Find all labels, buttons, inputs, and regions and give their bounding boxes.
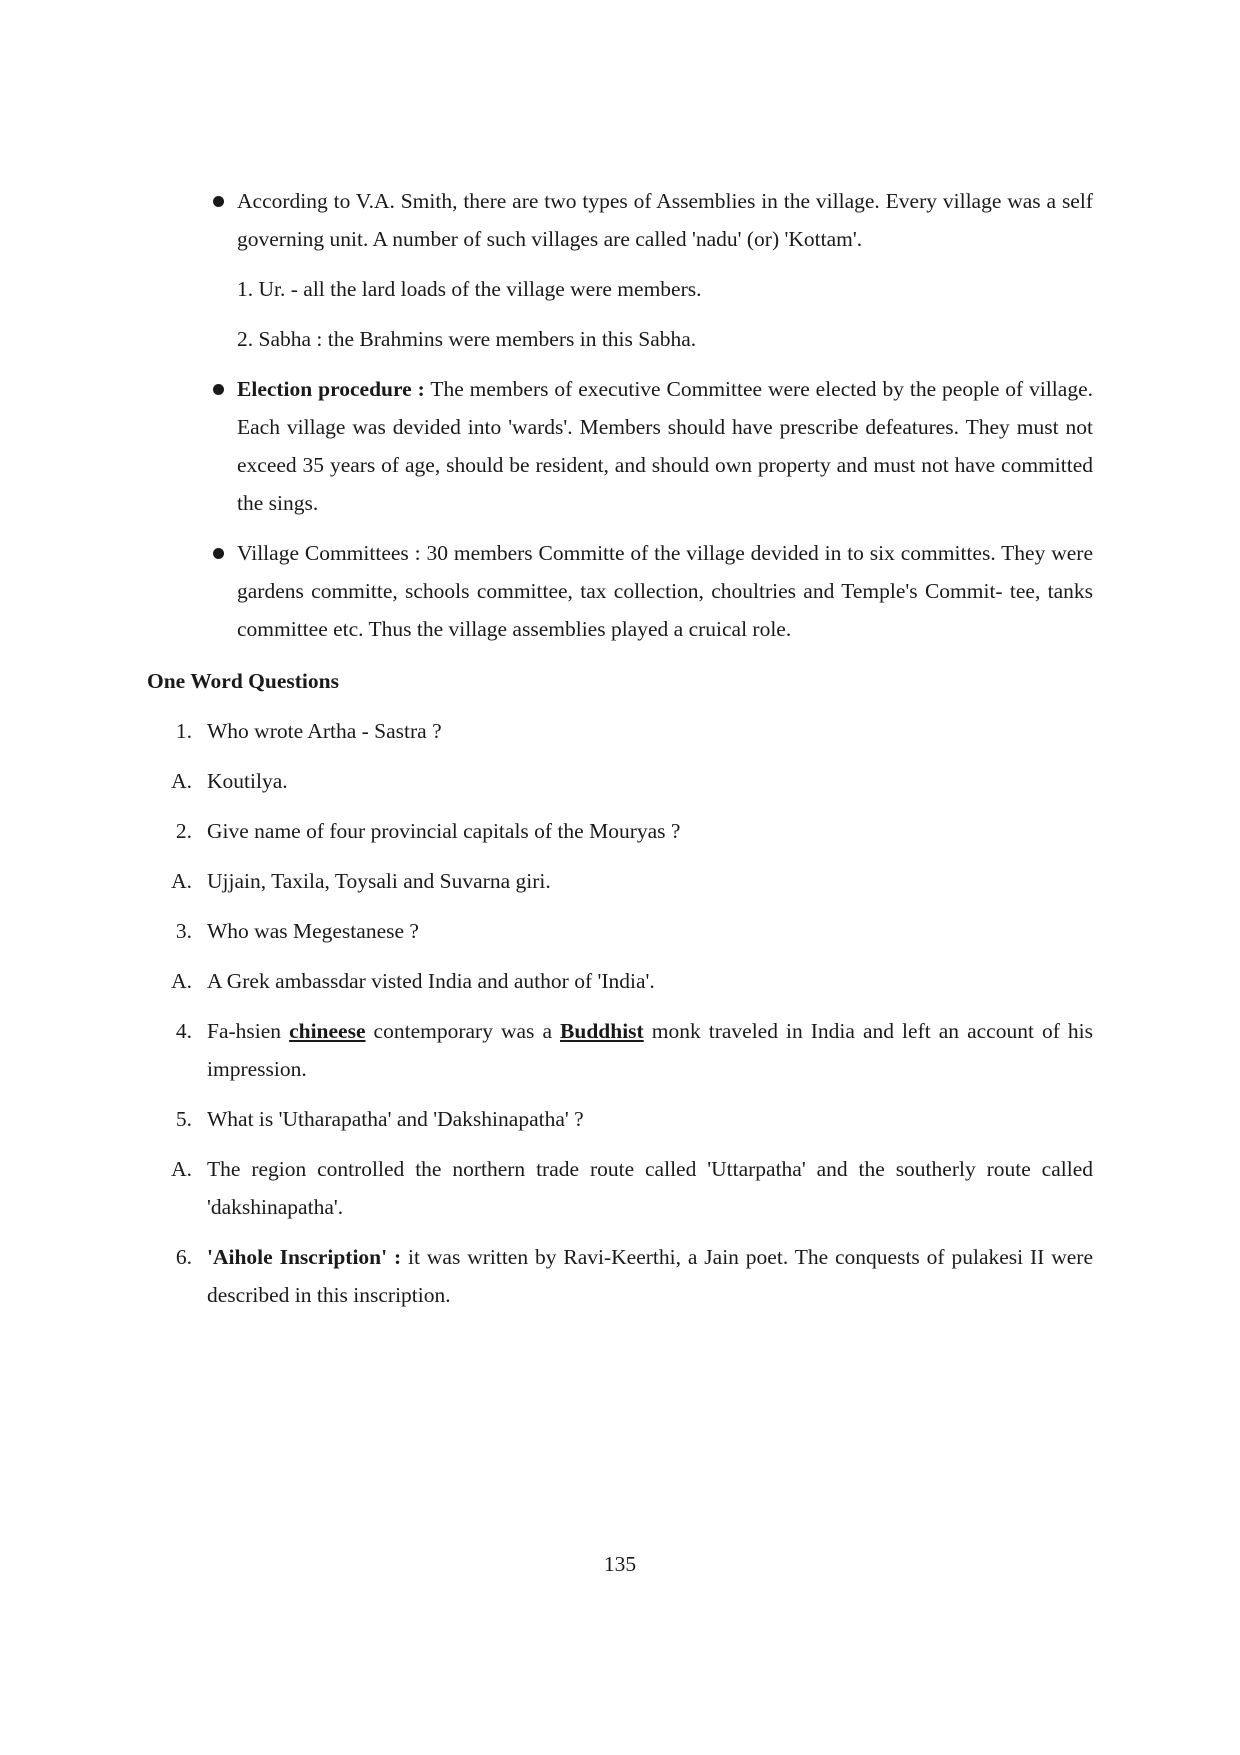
qa-list	[160, 712, 1093, 1326]
qa-item	[160, 1100, 1093, 1138]
qa-text: Who wrote Artha - Sastra ?	[207, 719, 442, 743]
qa-text-part: contemporary was a	[365, 1019, 561, 1043]
bullet-icon	[213, 196, 224, 207]
qa-marker: A.	[171, 869, 192, 893]
qa-text: The region controlled the northern trade route called 'Uttarpatha' and the southerly route called 'dakshinapatha'.	[207, 1157, 1093, 1219]
bullet-icon	[213, 548, 224, 559]
qa-marker: A.	[171, 1157, 192, 1181]
qa-text: A Grek ambassdar visted India and author of 'India'.	[207, 969, 655, 993]
underlined-term: Buddhist	[560, 1019, 644, 1043]
qa-text: Koutilya.	[207, 769, 288, 793]
qa-text: Give name of four provincial capitals of the Mouryas ?	[207, 819, 681, 843]
qa-marker: 4.	[175, 1019, 192, 1043]
sub-item-sabha: 2. Sabha : the Brahmins were members in this Sabha.	[237, 327, 697, 351]
qa-text-part: monk traveled in India and left an account of his impression.	[207, 1019, 1093, 1081]
qa-item	[160, 1150, 1093, 1226]
qa-item	[160, 1012, 1093, 1088]
qa-marker: 5.	[175, 1107, 192, 1131]
qa-item	[160, 962, 1093, 1000]
bullet-bold-lead: Election procedure :	[237, 377, 425, 401]
page-number: 135	[603, 1552, 637, 1576]
qa-marker: 2.	[175, 819, 192, 843]
bullet-text: Village Committees : 30 members Committe of the village devided in to six committes. They were gardens committe, schools committee, tax collection, choultries and Temple's Commit- tee, tanks committee etc. Thus the village assemblies played a cruical role.	[237, 541, 1093, 641]
bullet-item-committees	[213, 534, 1093, 648]
qa-text: it was written by Ravi-Keerthi, a Jain poet. The conquests of pulakesi II were described in this inscription.	[207, 1245, 1093, 1307]
bullet-list	[213, 182, 1093, 660]
qa-item	[160, 862, 1093, 900]
qa-marker: A.	[171, 769, 192, 793]
qa-text: Ujjain, Taxila, Toysali and Suvarna giri.	[207, 869, 551, 893]
underlined-term: chineese	[289, 1019, 366, 1043]
bullet-text: According to V.A. Smith, there are two types of Assemblies in the village. Every village was a self governing unit. A number of such villages are called 'nadu' (or) 'Kottam'.	[237, 189, 1093, 251]
qa-text: What is 'Utharapatha' and 'Dakshinapatha' ?	[207, 1107, 584, 1131]
qa-text: Who was Megestanese ?	[207, 919, 419, 943]
qa-marker: 3.	[175, 919, 192, 943]
bullet-text: The members of executive Committee were elected by the people of village. Each village was devided into 'wards'. Members should have prescribe defeatures. They must not exceed 35 years of age, should be resident, and should own property and must not have committed the sings.	[237, 377, 1093, 515]
qa-item	[160, 812, 1093, 850]
qa-marker: 1.	[175, 719, 192, 743]
qa-item	[160, 762, 1093, 800]
bullet-icon	[213, 384, 224, 395]
qa-item	[160, 912, 1093, 950]
qa-bold-lead: 'Aihole Inscription' :	[207, 1245, 402, 1269]
qa-marker: 6.	[175, 1245, 192, 1269]
sub-item-ur: 1. Ur. - all the lard loads of the village were members.	[237, 277, 702, 301]
qa-item	[160, 1238, 1093, 1314]
qa-item	[160, 712, 1093, 750]
bullet-item-assemblies	[213, 182, 1093, 358]
qa-marker: A.	[171, 969, 192, 993]
section-heading: One Word Questions	[147, 669, 339, 693]
qa-text-part: Fa-hsien	[207, 1019, 290, 1043]
bullet-item-election	[213, 370, 1093, 522]
